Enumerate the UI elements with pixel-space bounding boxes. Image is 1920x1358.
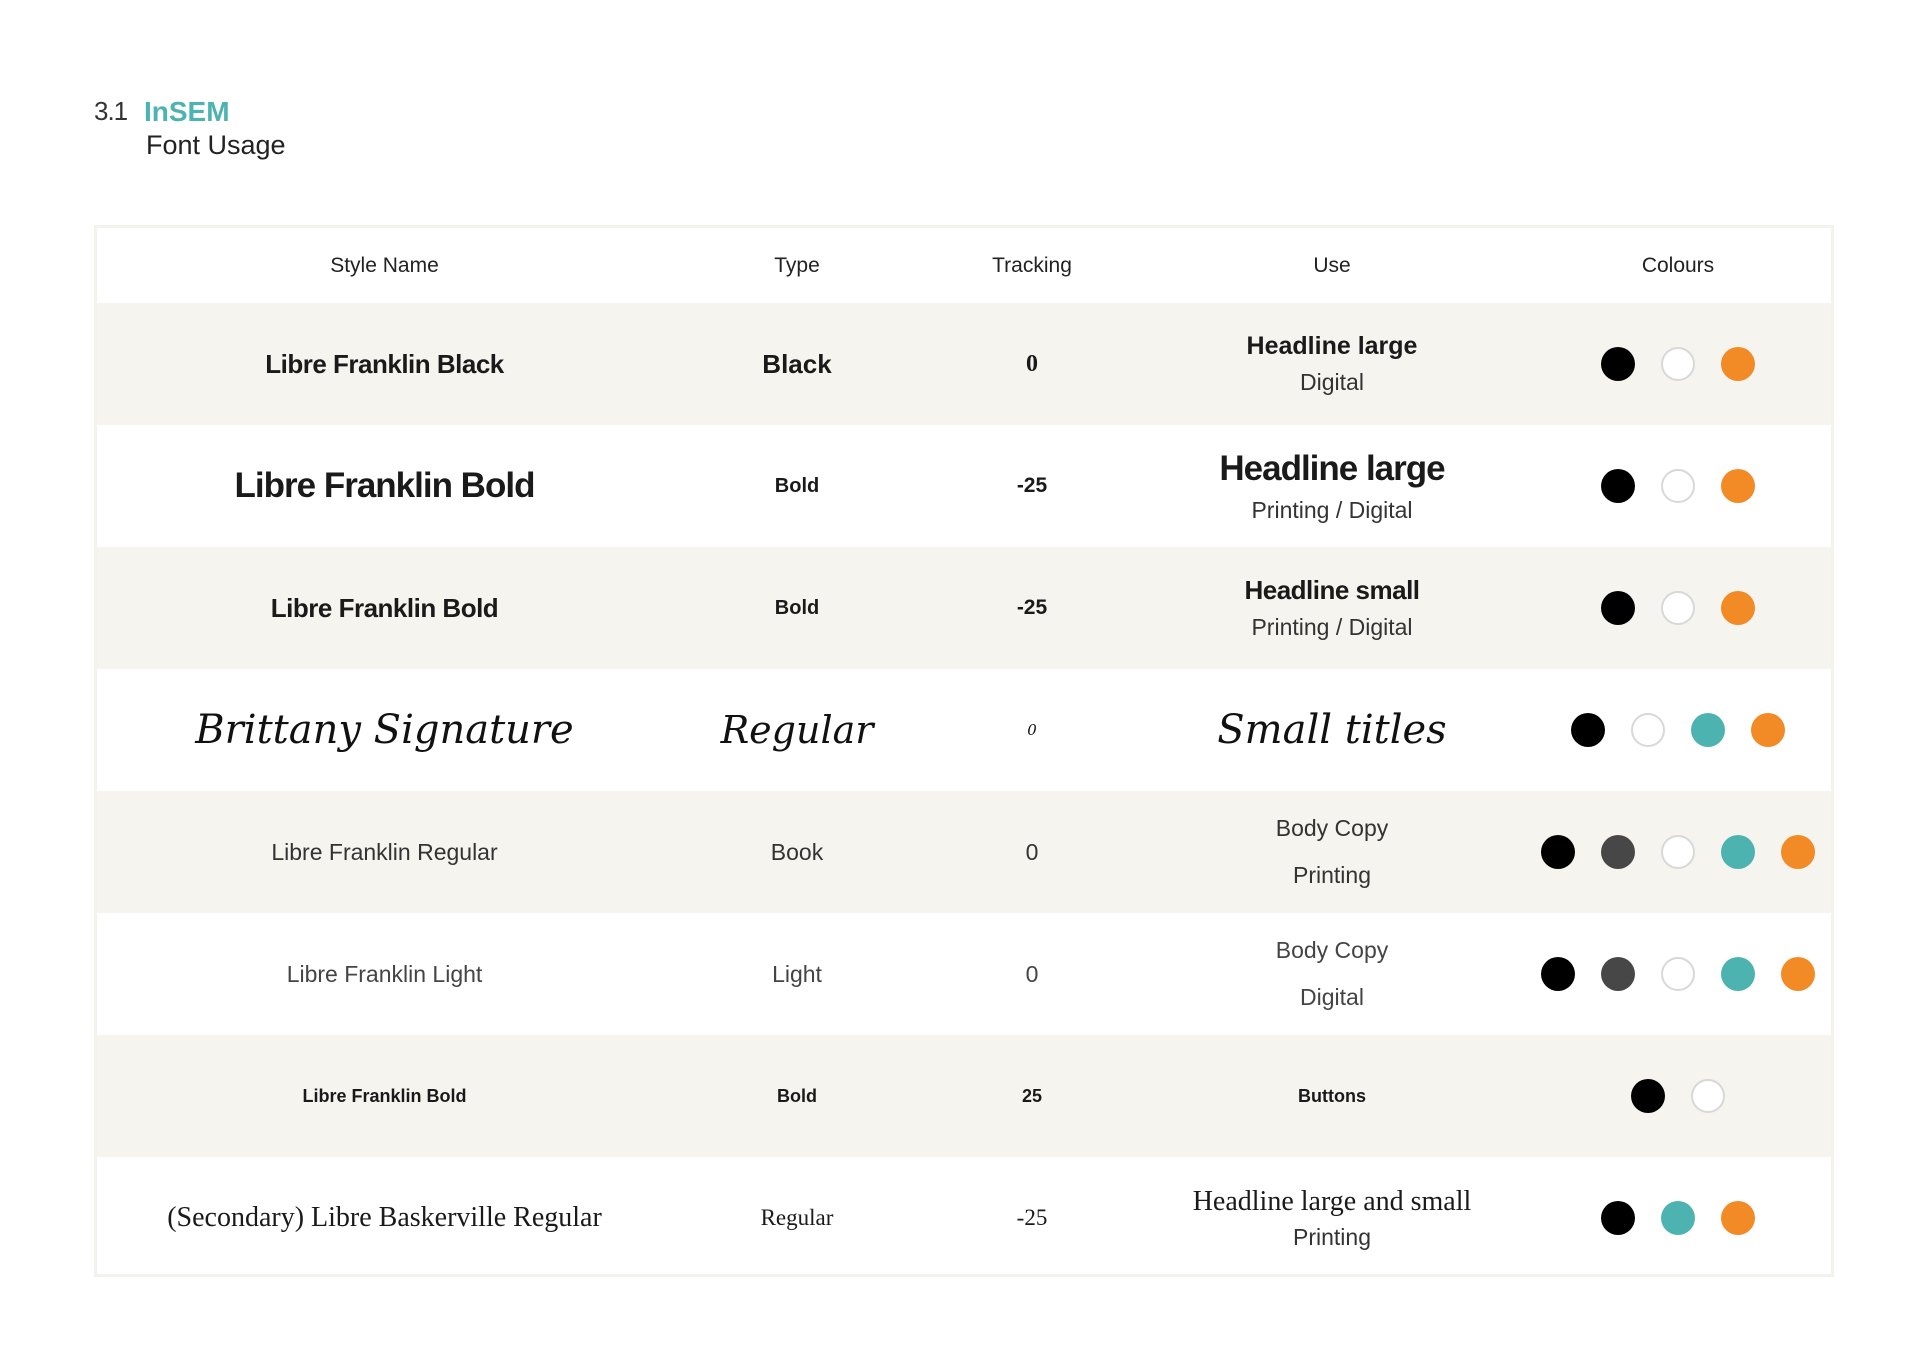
- colour-swatch: [1661, 1201, 1695, 1235]
- use-title: Body Copy: [1275, 937, 1389, 963]
- use-subtitle: Printing / Digital: [1251, 496, 1413, 523]
- colour-swatch: [1631, 1079, 1665, 1113]
- type: Bold: [777, 1085, 817, 1106]
- colour-swatch: [1661, 957, 1695, 991]
- table-row: [97, 1157, 1831, 1279]
- colour-swatch: [1691, 1079, 1725, 1113]
- colour-swatch: [1601, 1201, 1635, 1235]
- tracking: 0: [1027, 721, 1037, 739]
- colour-swatch: [1541, 835, 1575, 869]
- table-row: [97, 425, 1831, 547]
- type: Bold: [774, 474, 820, 497]
- colour-swatch: [1601, 469, 1635, 503]
- colour-swatch: [1541, 957, 1575, 991]
- colour-swatch: [1721, 469, 1755, 503]
- tracking: 0: [1025, 838, 1039, 865]
- colour-swatch: [1601, 591, 1635, 625]
- use-title: Headline large: [1246, 332, 1418, 360]
- colour-swatches: [1522, 547, 1834, 669]
- colour-swatch: [1721, 1201, 1755, 1235]
- colour-swatch: [1661, 469, 1695, 503]
- use-subtitle: Printing / Digital: [1251, 614, 1413, 640]
- type: Light: [772, 960, 822, 987]
- colour-swatch: [1691, 713, 1725, 747]
- colour-swatch: [1781, 835, 1815, 869]
- colour-swatch: [1601, 347, 1635, 381]
- colour-swatch: [1661, 835, 1695, 869]
- use-subtitle: Digital: [1300, 984, 1364, 1010]
- table-row: [97, 303, 1831, 425]
- type: Regular: [720, 708, 874, 752]
- colour-swatch: [1721, 957, 1755, 991]
- header-style-name: Style Name: [330, 254, 439, 277]
- header-use: Use: [1313, 254, 1351, 277]
- colour-swatch: [1781, 957, 1815, 991]
- use-subtitle: Printing: [1293, 862, 1371, 888]
- style-name: Libre Franklin Bold: [270, 592, 499, 623]
- table-row: [97, 791, 1831, 913]
- tracking: 0: [1026, 350, 1038, 377]
- use-subtitle: Printing: [1293, 1223, 1371, 1250]
- section-subtitle: Font Usage: [146, 130, 286, 160]
- colour-swatch: [1661, 347, 1695, 381]
- colour-swatch: [1571, 713, 1605, 747]
- colour-swatch: [1601, 835, 1635, 869]
- tracking: -25: [1016, 1205, 1048, 1230]
- table-row: [97, 669, 1831, 791]
- colour-swatches: [1522, 425, 1834, 547]
- colour-swatch: [1721, 591, 1755, 625]
- section-title: InSEM: [144, 96, 230, 127]
- style-name: Brittany Signature: [195, 707, 574, 753]
- colour-swatches: [1522, 791, 1834, 913]
- style-name: Libre Franklin Black: [265, 348, 504, 379]
- colour-swatch: [1721, 835, 1755, 869]
- style-name: Libre Franklin Regular: [271, 838, 498, 865]
- type: Black: [762, 348, 832, 379]
- header-colours: Colours: [1641, 254, 1715, 277]
- tracking: 0: [1025, 960, 1039, 987]
- table-row: [97, 1035, 1831, 1157]
- use-title: Buttons: [1298, 1085, 1366, 1106]
- header-type: Type: [774, 254, 820, 277]
- type: Book: [770, 838, 824, 865]
- colour-swatch: [1631, 713, 1665, 747]
- use-title: Headline large and small: [1192, 1185, 1472, 1217]
- type: Bold: [774, 596, 820, 619]
- font-usage-table: [94, 225, 1834, 1277]
- colour-swatch: [1601, 957, 1635, 991]
- colour-swatches: [1522, 669, 1834, 791]
- colour-swatches: [1522, 913, 1834, 1035]
- style-name: Libre Franklin Light: [286, 960, 483, 987]
- colour-swatch: [1661, 591, 1695, 625]
- colour-swatch: [1721, 347, 1755, 381]
- colour-swatches: [1522, 303, 1834, 425]
- tracking: -25: [1016, 474, 1048, 497]
- use-title: Small titles: [1217, 707, 1447, 753]
- use-title: Headline small: [1244, 575, 1420, 605]
- use-subtitle: Digital: [1300, 369, 1364, 395]
- use-title: Headline large: [1219, 448, 1445, 488]
- style-name: Libre Franklin Bold: [302, 1085, 467, 1106]
- section-number: 3.1: [94, 96, 128, 126]
- colour-swatches: [1522, 1157, 1834, 1279]
- tracking: -25: [1016, 596, 1048, 619]
- style-name: (Secondary) Libre Baskerville Regular: [167, 1202, 602, 1233]
- table-row: [97, 913, 1831, 1035]
- colour-swatch: [1751, 713, 1785, 747]
- colour-swatches: [1522, 1035, 1834, 1157]
- type: Regular: [760, 1205, 834, 1230]
- header-tracking: Tracking: [992, 254, 1072, 277]
- style-name: Libre Franklin Bold: [234, 466, 535, 505]
- use-title: Body Copy: [1275, 815, 1389, 841]
- tracking: 25: [1021, 1085, 1043, 1106]
- table-row: [97, 547, 1831, 669]
- table-header: [97, 228, 1831, 303]
